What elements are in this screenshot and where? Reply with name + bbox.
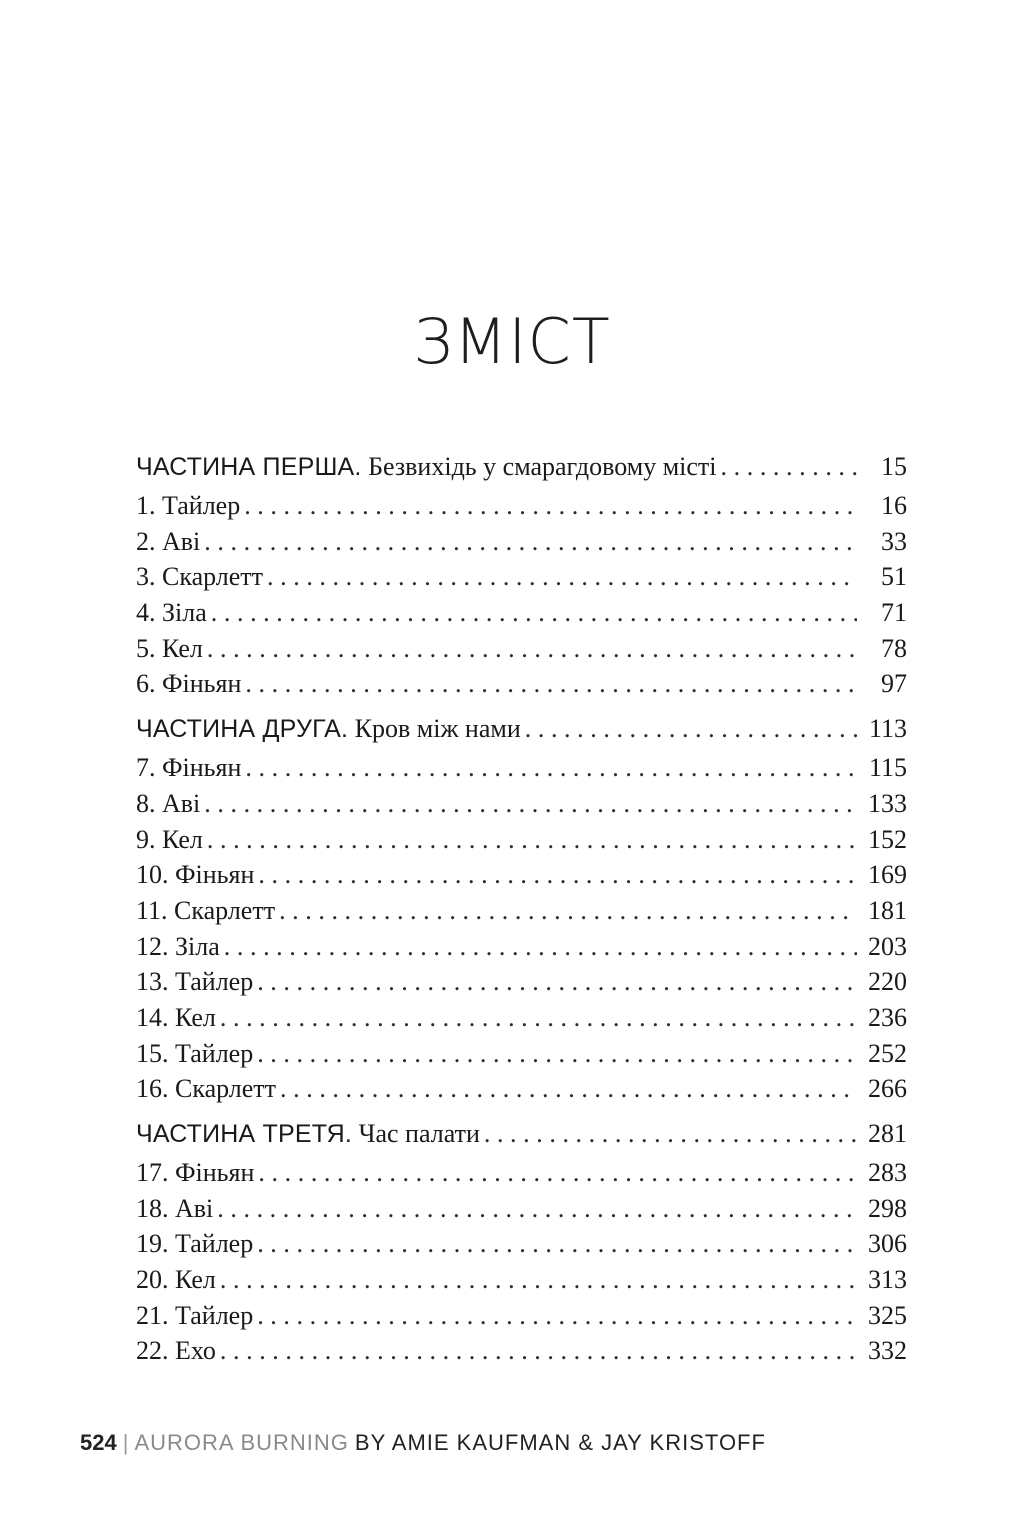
- page-number: 298: [868, 1193, 907, 1223]
- dot-leader: [280, 1071, 857, 1107]
- chapter-title: 9. Кел: [136, 824, 203, 854]
- chapter-title: 11. Скарлетт: [136, 895, 276, 925]
- part-title: [136, 1113, 480, 1155]
- chapter-title: 7. Фіньян: [136, 753, 242, 783]
- part-subtitle: Кров між нами: [354, 714, 521, 744]
- toc-chapter-6[interactable]: [136, 666, 907, 702]
- footer-page-number: 524: [80, 1430, 117, 1455]
- page-number: 16: [881, 491, 907, 520]
- page-number: 252: [868, 1038, 907, 1068]
- dot-leader: [721, 446, 857, 488]
- chapter-title: 21. Тайлер: [136, 1300, 254, 1330]
- page-number: 113: [868, 714, 907, 744]
- chapter-title: 20. Кел: [136, 1265, 216, 1295]
- page-number: 33: [881, 526, 907, 556]
- chapter-title: 8. Аві: [136, 788, 201, 818]
- page-number: 71: [881, 598, 907, 628]
- chapter-title: 14. Кел: [136, 1002, 216, 1032]
- toc-part-2[interactable]: [136, 708, 907, 750]
- dot-leader: [204, 786, 857, 822]
- toc-chapter-19[interactable]: [136, 1226, 907, 1262]
- dot-leader: [244, 488, 857, 524]
- chapter-title: 19. Тайлер: [136, 1229, 254, 1259]
- dot-leader: [279, 893, 857, 929]
- dot-leader: [217, 1191, 857, 1227]
- footer-authors: BY AMIE KAUFMAN & JAY KRISTOFF: [354, 1430, 766, 1455]
- toc-chapter-12[interactable]: [136, 929, 907, 965]
- toc-chapter-20[interactable]: [136, 1262, 907, 1298]
- dot-leader: [211, 595, 857, 631]
- chapter-title: 18. Аві: [136, 1193, 214, 1223]
- dot-leader: [220, 1333, 857, 1369]
- chapter-title: 13. Тайлер: [136, 967, 254, 997]
- chapter-title: 22. Ехо: [136, 1336, 216, 1366]
- footer-separator: |: [122, 1430, 129, 1455]
- chapter-title: 16. Скарлетт: [136, 1074, 277, 1104]
- page-number: 306: [868, 1229, 907, 1259]
- dot-leader: [257, 1298, 857, 1334]
- dot-leader: [257, 1226, 857, 1262]
- page-number: 220: [868, 967, 907, 997]
- page-number: 313: [868, 1265, 907, 1295]
- dot-leader: [224, 929, 857, 965]
- page-number: 169: [868, 860, 907, 890]
- toc-chapter-2[interactable]: [136, 524, 907, 560]
- chapter-title: 5. Кел: [136, 633, 203, 663]
- toc-chapter-11[interactable]: [136, 893, 907, 929]
- page-title: ЗМІСТ: [413, 305, 611, 378]
- page-number: 133: [868, 788, 907, 818]
- page-footer: [80, 1430, 766, 1456]
- toc-chapter-8[interactable]: [136, 786, 907, 822]
- toc-chapter-13[interactable]: [136, 964, 907, 1000]
- chapter-title: 4. Зіла: [136, 598, 207, 628]
- chapter-title: 15. Тайлер: [136, 1038, 254, 1068]
- dot-leader: [207, 822, 857, 858]
- dot-leader: [220, 1262, 857, 1298]
- chapter-title: 2. Аві: [136, 526, 201, 556]
- page-number: 181: [868, 895, 907, 925]
- dot-leader: [220, 1000, 857, 1036]
- page-number: 97: [881, 669, 907, 699]
- page-number: 236: [868, 1002, 907, 1032]
- dot-leader: [257, 964, 857, 1000]
- dot-leader: [525, 708, 857, 750]
- toc-chapter-3[interactable]: [136, 559, 907, 595]
- part-subtitle: Час палати: [358, 1119, 480, 1148]
- table-of-contents: [136, 446, 907, 1369]
- part-label: ЧАСТИНА ПЕРША.: [136, 453, 362, 481]
- page-number: 115: [868, 753, 907, 783]
- part-label: ЧАСТИНА ДРУГА.: [136, 715, 349, 744]
- page-number: 203: [868, 931, 907, 961]
- page-number: 78: [881, 633, 907, 663]
- chapter-title: 12. Зіла: [136, 931, 220, 961]
- chapter-title: 17. Фіньян: [136, 1158, 255, 1187]
- dot-leader: [204, 524, 857, 560]
- dot-leader: [258, 1155, 857, 1191]
- part-subtitle: Безвихідь у смарагдовому місті: [368, 452, 717, 481]
- toc-part-3[interactable]: [136, 1113, 907, 1155]
- page-number: 325: [868, 1300, 907, 1330]
- page-number: 51: [881, 562, 907, 592]
- toc-chapter-15[interactable]: [136, 1036, 907, 1072]
- toc-chapter-1[interactable]: [136, 488, 907, 524]
- dot-leader: [484, 1113, 857, 1155]
- footer-book-title: AURORA BURNING: [134, 1430, 349, 1455]
- dot-leader: [245, 666, 857, 702]
- chapter-title: 1. Тайлер: [136, 491, 241, 520]
- toc-chapter-14[interactable]: [136, 1000, 907, 1036]
- toc-chapter-17[interactable]: [136, 1155, 907, 1191]
- toc-chapter-9[interactable]: [136, 822, 907, 858]
- toc-chapter-4[interactable]: [136, 595, 907, 631]
- toc-chapter-18[interactable]: [136, 1191, 907, 1227]
- toc-chapter-22[interactable]: [136, 1333, 907, 1369]
- dot-leader: [267, 559, 857, 595]
- page-number: 332: [868, 1336, 907, 1366]
- part-title: [136, 708, 521, 750]
- chapter-title: 3. Скарлетт: [136, 562, 264, 592]
- chapter-title: 10. Фіньян: [136, 860, 255, 890]
- toc-chapter-7[interactable]: [136, 750, 907, 786]
- page-number: 266: [868, 1074, 907, 1104]
- part-title: [136, 446, 717, 488]
- page-number: 15: [881, 452, 907, 481]
- toc-chapter-5[interactable]: [136, 631, 907, 667]
- part-label: ЧАСТИНА ТРЕТЯ.: [136, 1120, 353, 1148]
- page-number: 281: [868, 1119, 907, 1148]
- toc-chapter-10[interactable]: [136, 857, 907, 893]
- dot-leader: [258, 857, 857, 893]
- page-number: 152: [868, 824, 907, 854]
- dot-leader: [207, 631, 857, 667]
- dot-leader: [245, 750, 857, 786]
- toc-chapter-16[interactable]: [136, 1071, 907, 1107]
- toc-chapter-21[interactable]: [136, 1298, 907, 1334]
- toc-part-1[interactable]: [136, 446, 907, 488]
- dot-leader: [257, 1036, 857, 1072]
- page-number: 283: [868, 1158, 907, 1187]
- chapter-title: 6. Фіньян: [136, 669, 242, 699]
